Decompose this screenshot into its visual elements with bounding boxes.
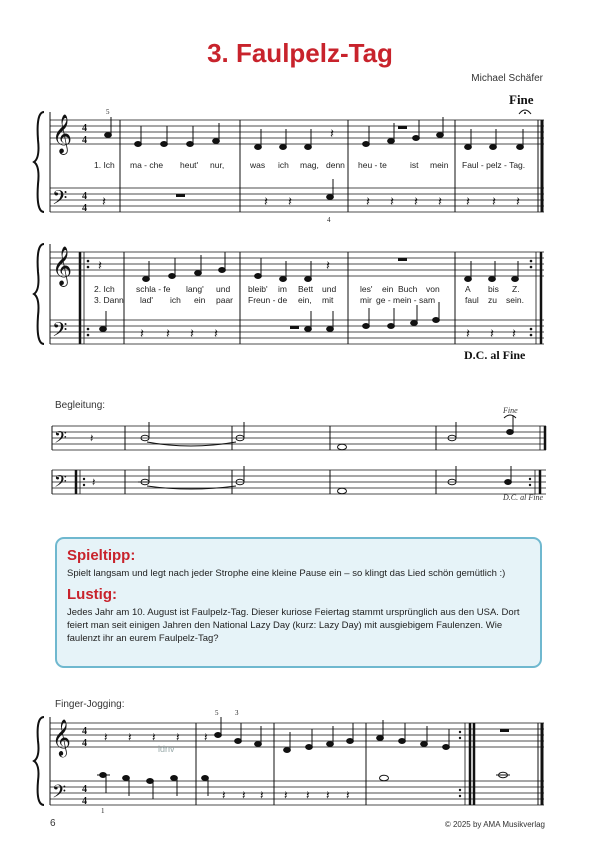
svg-text:𝄽: 𝄽 <box>492 195 496 210</box>
svg-text:𝄽: 𝄽 <box>512 327 516 342</box>
svg-text:ge - mein - sam: ge - mein - sam <box>376 295 436 305</box>
system-brace <box>34 112 44 212</box>
svg-text:Bett: Bett <box>298 284 314 294</box>
fingering: 5 <box>106 108 110 116</box>
svg-text:zu: zu <box>488 295 497 305</box>
svg-text:𝄽: 𝄽 <box>326 259 330 274</box>
accompaniment-dc: D.C. al Fine <box>503 493 543 502</box>
svg-text:denn: denn <box>326 160 345 170</box>
svg-text:𝄽: 𝄽 <box>222 788 226 802</box>
svg-text:mag,: mag, <box>300 160 319 170</box>
svg-text:nur,: nur, <box>210 160 225 170</box>
bass-notes <box>102 179 520 210</box>
svg-text:4: 4 <box>82 191 87 202</box>
svg-text:faul: faul <box>465 295 479 305</box>
svg-text:paar: paar <box>216 295 234 305</box>
svg-text:4: 4 <box>82 738 87 749</box>
svg-text:𝄽: 𝄽 <box>306 788 310 802</box>
svg-text:𝄢: 𝄢 <box>52 782 67 807</box>
svg-text:ich: ich <box>278 160 289 170</box>
svg-text:𝄽: 𝄽 <box>264 195 268 210</box>
svg-text:im: im <box>278 284 287 294</box>
svg-text:𝄽: 𝄽 <box>176 730 180 744</box>
svg-text:2. Ich: 2. Ich <box>94 284 115 294</box>
treble-clef-icon: 𝄞 <box>52 114 73 154</box>
svg-text:bis: bis <box>488 284 499 294</box>
copyright-notice: © 2025 by AMA Musikverlag <box>444 820 545 829</box>
svg-text:heut': heut' <box>180 160 199 170</box>
svg-text:4: 4 <box>82 796 87 807</box>
svg-text:𝄽: 𝄽 <box>102 195 106 210</box>
quarter-rest-icon: 𝄽 <box>330 127 334 142</box>
svg-text:ein,: ein, <box>298 295 312 305</box>
svg-text:1. Ich: 1. Ich <box>94 160 115 170</box>
svg-text:4: 4 <box>82 135 87 146</box>
bass-clef-icon: 𝄢 <box>54 427 67 451</box>
svg-text:𝄢: 𝄢 <box>52 318 68 346</box>
svg-text:𝄞: 𝄞 <box>52 246 73 286</box>
fingering: 5 <box>215 709 219 717</box>
svg-text:𝄽: 𝄽 <box>104 730 108 744</box>
fingering-bass: 4 <box>327 216 331 224</box>
svg-text:A: A <box>465 284 471 294</box>
lyrics-verse-2 <box>94 284 520 294</box>
svg-text:von: von <box>426 284 440 294</box>
svg-text:sein.: sein. <box>506 295 524 305</box>
svg-text:𝄽: 𝄽 <box>466 327 470 342</box>
svg-text:𝄽: 𝄽 <box>346 788 350 802</box>
treble-notes <box>105 117 524 150</box>
svg-text:𝄽: 𝄽 <box>140 327 144 342</box>
svg-text:mein: mein <box>430 160 449 170</box>
fun-fact-text: Jedes Jahr am 10. August ist Faulpelz-Tag. Dieser kuriose Feiertag stammt ursprünglich aus den USA. Dort feiert man seit einigen Jahren den National Lazy Day (kurz: Lazy Day) mit ausgiebigem Faulenzen. Wie faulenzt ihr an eurem Faulpelz-Tag? <box>67 607 520 644</box>
svg-text:was: was <box>250 160 266 170</box>
lyrics-verse-3 <box>94 295 524 305</box>
tip-heading: Spieltipp: <box>67 547 136 564</box>
page-title: 3. Faulpelz-Tag <box>207 38 393 68</box>
svg-text:bleib': bleib' <box>248 284 268 294</box>
svg-text:𝄽: 𝄽 <box>166 327 170 342</box>
svg-text:schla - fe: schla - fe <box>136 284 171 294</box>
fun-fact-heading: Lustig: <box>67 586 117 603</box>
svg-text:4: 4 <box>82 726 87 737</box>
svg-text:𝄽: 𝄽 <box>414 195 418 210</box>
svg-text:4: 4 <box>82 784 87 795</box>
accompaniment-fine: Fine <box>503 406 518 415</box>
svg-text:𝄽: 𝄽 <box>204 730 208 744</box>
fine-marking: Fine <box>509 92 534 107</box>
svg-text:Freun - de: Freun - de <box>248 295 288 305</box>
lyrics-verse-1 <box>94 160 525 170</box>
svg-text:ma - che: ma - che <box>130 160 164 170</box>
svg-text:𝄽: 𝄽 <box>326 788 330 802</box>
bass-clef-icon: 𝄢 <box>52 186 68 214</box>
treble-staff <box>50 120 544 144</box>
svg-text:𝄞: 𝄞 <box>52 718 71 756</box>
svg-text:𝄽: 𝄽 <box>466 195 470 210</box>
svg-text:𝄽: 𝄽 <box>92 476 96 489</box>
score-system-1 <box>0 100 600 225</box>
tip-text: Spielt langsam und legt nach jeder Strophe eine kleine Pause ein – so klingt das Lied schön gemütlich :) <box>67 568 506 579</box>
fingering: 3 <box>235 709 239 717</box>
svg-text:ein: ein <box>382 284 394 294</box>
finger-jogging-label: Finger-Jogging: <box>55 699 125 710</box>
svg-text:und: und <box>322 284 337 294</box>
accompaniment-staves <box>0 412 600 502</box>
svg-text:mir: mir <box>360 295 372 305</box>
svg-text:les': les' <box>360 284 373 294</box>
svg-text:heu - te: heu - te <box>358 160 387 170</box>
svg-text:Z.: Z. <box>512 284 520 294</box>
svg-text:lang': lang' <box>186 284 204 294</box>
bass-clef-icon: 𝄢 <box>54 471 67 495</box>
svg-text:und: und <box>216 284 231 294</box>
svg-text:𝄽: 𝄽 <box>90 432 94 445</box>
svg-text:𝄽: 𝄽 <box>516 195 520 210</box>
composer-credit: Michael Schäfer <box>471 73 543 84</box>
svg-text:Buch: Buch <box>398 284 418 294</box>
dc-al-fine-marking: D.C. al Fine <box>464 348 526 362</box>
svg-text:𝄽: 𝄽 <box>490 327 494 342</box>
svg-text:ist: ist <box>410 160 419 170</box>
finger-jogging-system <box>0 705 600 815</box>
page-number: 6 <box>50 818 56 829</box>
svg-text:ein: ein <box>194 295 206 305</box>
tip-box <box>55 537 542 668</box>
svg-text:𝄽: 𝄽 <box>98 259 102 274</box>
svg-text:lad': lad' <box>140 295 153 305</box>
svg-text:3. Dann: 3. Dann <box>94 295 124 305</box>
svg-text:𝄽: 𝄽 <box>242 788 246 802</box>
svg-text:4: 4 <box>82 123 87 134</box>
fingering: 1 <box>101 807 105 815</box>
svg-text:ich: ich <box>170 295 181 305</box>
svg-text:𝄽: 𝄽 <box>190 327 194 342</box>
score-system-2 <box>0 232 600 357</box>
svg-text:mit: mit <box>322 295 334 305</box>
accompaniment-label: Begleitung: <box>55 400 106 411</box>
svg-text:𝄽: 𝄽 <box>288 195 292 210</box>
svg-text:𝄽: 𝄽 <box>214 327 218 342</box>
whole-rest-icon <box>398 126 407 129</box>
svg-text:𝄽: 𝄽 <box>438 195 442 210</box>
svg-text:𝄽: 𝄽 <box>390 195 394 210</box>
svg-text:Faul - pelz - Tag.: Faul - pelz - Tag. <box>462 160 526 170</box>
watermark: idnv <box>158 744 175 754</box>
svg-text:𝄽: 𝄽 <box>152 730 156 744</box>
svg-text:𝄽: 𝄽 <box>284 788 288 802</box>
svg-text:4: 4 <box>82 203 87 214</box>
svg-text:𝄽: 𝄽 <box>260 788 264 802</box>
svg-text:𝄽: 𝄽 <box>128 730 132 744</box>
svg-text:𝄽: 𝄽 <box>366 195 370 210</box>
